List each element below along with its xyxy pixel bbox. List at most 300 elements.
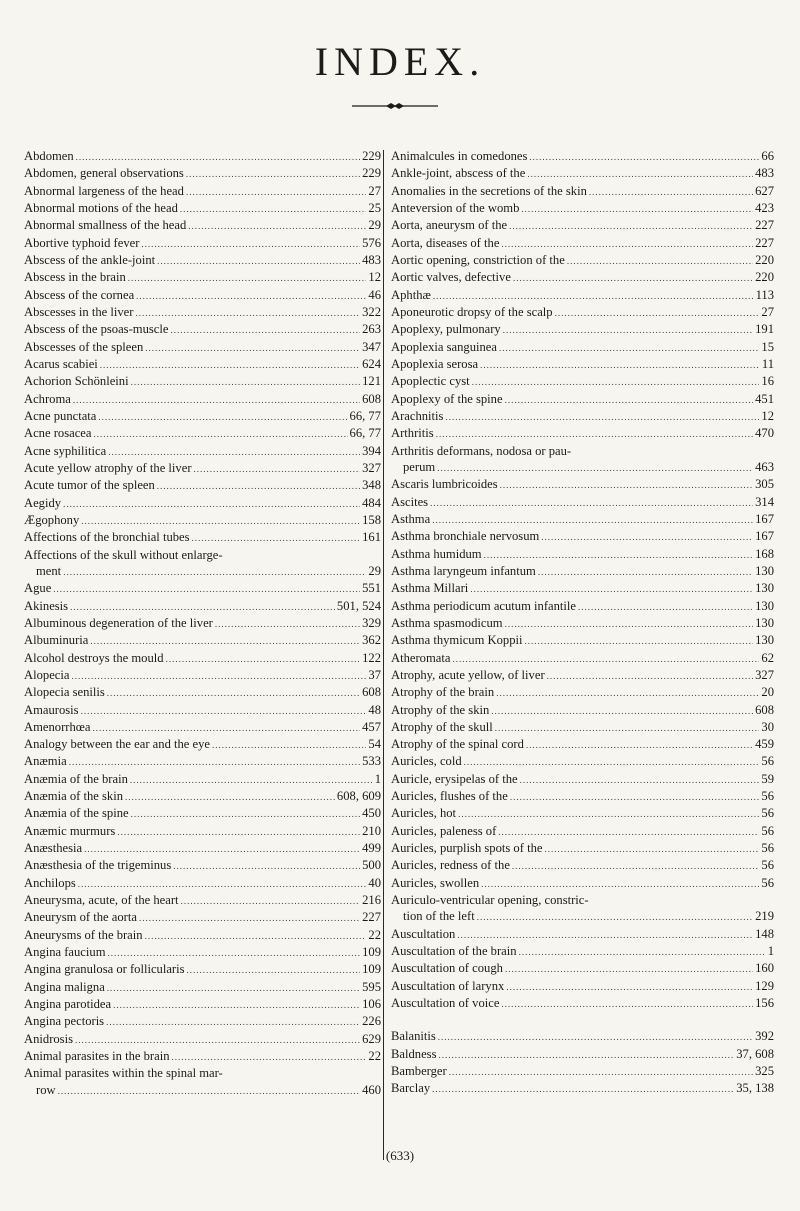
- index-entry-term: Atrophy, acute yellow, of liver: [391, 667, 545, 682]
- dot-leader: [464, 754, 760, 770]
- dot-leader: [93, 426, 347, 442]
- index-entry-term: Auricles, swollen: [391, 875, 480, 890]
- index-entry: [24, 996, 381, 1013]
- index-entry-page: 327: [755, 667, 774, 682]
- index-entry: [391, 165, 774, 182]
- dot-leader: [520, 772, 760, 788]
- index-entry-page: 48: [368, 702, 381, 717]
- dot-leader: [505, 961, 753, 977]
- dot-leader: [491, 703, 753, 719]
- index-entry: [24, 961, 381, 978]
- index-entry: [391, 771, 774, 788]
- index-entry: [24, 684, 381, 701]
- dot-leader: [107, 945, 360, 961]
- index-entry-term: Aneurysm of the aorta: [24, 910, 137, 925]
- index-entry-page: 168: [755, 546, 774, 561]
- index-entry-term: Asthma periodicum acutum infantile: [391, 598, 577, 613]
- index-entry-page: 460: [362, 1082, 381, 1097]
- dot-leader: [526, 737, 753, 753]
- index-entry-page: 66, 77: [349, 408, 381, 423]
- index-entry-term: Abscess in the brain: [24, 270, 126, 285]
- dot-leader: [538, 564, 753, 580]
- index-entry: [24, 391, 381, 408]
- index-entry: [391, 995, 774, 1012]
- index-entry: [24, 580, 381, 597]
- dot-leader: [107, 980, 360, 996]
- index-entry-page: 27: [368, 183, 381, 198]
- index-entry-term: Affections of the skull without enlarge-: [24, 547, 223, 562]
- index-entry: [24, 753, 381, 770]
- index-entry-page: 113: [755, 287, 774, 302]
- index-entry-term: Ascaris lumbricoides: [391, 477, 498, 492]
- index-entry-page: 627: [755, 183, 774, 198]
- index-entry-term-continued: perum: [403, 459, 436, 474]
- index-entry-term: Asthma spasmodicum: [391, 615, 503, 630]
- dot-leader: [499, 340, 759, 356]
- index-entry-term: Aphthæ: [391, 287, 431, 302]
- index-entry-page: 220: [755, 270, 774, 285]
- index-entry-page: 20: [761, 685, 774, 700]
- index-column-right: [391, 148, 774, 1098]
- index-entry: [391, 615, 774, 632]
- index-entry: [24, 771, 381, 788]
- dot-leader: [157, 478, 360, 494]
- dot-leader: [69, 754, 360, 770]
- index-entry-page: 25: [368, 200, 381, 215]
- dot-leader: [81, 513, 360, 529]
- dot-leader: [98, 409, 347, 425]
- index-entry-term: Balanitis: [391, 1029, 436, 1044]
- index-entry-page: 122: [362, 650, 381, 665]
- index-entry: [24, 373, 381, 390]
- index-entry: [391, 667, 774, 684]
- index-entry: [24, 252, 381, 269]
- index-entry-term: Angina granulosa or follicularis: [24, 962, 185, 977]
- index-entry-term: Analogy between the ear and the eye: [24, 737, 211, 752]
- index-entry-page: 62: [761, 650, 774, 665]
- index-entry-term: Abscess of the ankle-joint: [24, 252, 156, 267]
- index-entry-page: 608: [362, 391, 381, 406]
- dot-leader: [212, 737, 366, 753]
- index-entry-term: Aortic opening, constriction of the: [391, 252, 565, 267]
- dot-leader: [63, 496, 360, 512]
- index-entry-page: 305: [755, 477, 774, 492]
- index-entry: [391, 943, 774, 960]
- index-entry: [391, 408, 774, 425]
- dot-leader: [166, 651, 361, 667]
- index-entry: [391, 684, 774, 701]
- index-entry-term: Acne syphilitica: [24, 443, 107, 458]
- index-entry-term: Anæmia of the skin: [24, 789, 123, 804]
- index-entry-term: Arthritis: [391, 426, 434, 441]
- index-entry: [24, 788, 381, 805]
- dot-leader: [81, 703, 367, 719]
- index-entry: [391, 960, 774, 977]
- index-entry: [391, 304, 774, 321]
- index-entry-term: Albuminuria: [24, 633, 89, 648]
- dot-leader: [186, 166, 360, 182]
- index-entry-term: Anæsthesia of the trigeminus: [24, 858, 172, 873]
- index-entry-page: 314: [755, 494, 774, 509]
- index-entry-term: Asthma thymicum Koppii: [391, 633, 523, 648]
- page-number: (633): [385, 1148, 415, 1163]
- index-entry-page: 121: [362, 374, 381, 389]
- index-column-left: [24, 148, 381, 1099]
- index-entry-term: Auscultation of the brain: [391, 944, 517, 959]
- dot-leader: [172, 1049, 367, 1065]
- index-entry-term: Aorta, aneurysm of the: [391, 218, 508, 233]
- index-entry: [391, 373, 774, 390]
- index-entry: [24, 736, 381, 753]
- dot-leader: [125, 789, 335, 805]
- dot-leader: [437, 460, 753, 476]
- dot-leader: [135, 305, 360, 321]
- index-entry: [391, 339, 774, 356]
- index-entry-term: Amaurosis: [24, 702, 79, 717]
- dot-leader: [139, 910, 360, 926]
- index-entry: [391, 650, 774, 667]
- index-entry-page: 500: [362, 858, 381, 873]
- dot-leader: [130, 772, 373, 788]
- dot-leader: [136, 288, 366, 304]
- index-entry-page: 629: [362, 1031, 381, 1046]
- index-entry-term: Ague: [24, 581, 52, 596]
- index-entry: [24, 443, 381, 460]
- index-entry: [24, 512, 381, 529]
- index-entry: [391, 632, 774, 649]
- index-entry-page: 15: [761, 339, 774, 354]
- index-entry-term: Abnormal motions of the head: [24, 200, 178, 215]
- dot-leader: [73, 392, 360, 408]
- index-entry-term: Auscultation: [391, 926, 456, 941]
- index-entry-term: Anæmia of the spine: [24, 806, 129, 821]
- dot-leader: [181, 893, 361, 909]
- dot-leader: [76, 149, 360, 165]
- index-entry-term: Akinesis: [24, 598, 69, 613]
- dot-leader: [513, 270, 753, 286]
- index-entry-page: 457: [362, 719, 381, 734]
- index-entry-term: Apoplexia serosa: [391, 356, 479, 371]
- dot-leader: [92, 720, 360, 736]
- index-entry: [391, 805, 774, 822]
- index-entry: [24, 287, 381, 304]
- index-entry-term: Abortive typhoid fever: [24, 235, 140, 250]
- index-entry-term-continued: tion of the left: [403, 909, 475, 924]
- index-entry-term: Affections of the bronchial tubes: [24, 530, 190, 545]
- index-entry-page: 37: [368, 667, 381, 682]
- index-entry-term: Abnormal smallness of the head: [24, 218, 187, 233]
- index-entry: [391, 736, 774, 753]
- index-entry-term: Asthma: [391, 511, 431, 526]
- index-entry-term: Ægophony: [24, 512, 80, 527]
- index-entry: [391, 1080, 774, 1097]
- dot-leader: [432, 1081, 734, 1097]
- index-entry-page: 470: [755, 426, 774, 441]
- dot-leader: [194, 461, 361, 477]
- index-entry-term: Auscultation of larynx: [391, 978, 505, 993]
- index-entry-page: 329: [362, 615, 381, 630]
- index-entry: [391, 528, 774, 545]
- index-entry: [391, 252, 774, 269]
- dot-leader: [170, 322, 360, 338]
- index-entry: [24, 356, 381, 373]
- index-entry-term: Auricles, purplish spots of the: [391, 841, 543, 856]
- index-entry: [24, 165, 381, 182]
- index-entry-term: Abscess of the cornea: [24, 287, 135, 302]
- index-entry-page: 322: [362, 304, 381, 319]
- dot-leader: [192, 530, 361, 546]
- index-entry-page: 160: [755, 961, 774, 976]
- dot-leader: [480, 357, 760, 373]
- index-entry-term: Auricles, flushes of the: [391, 789, 508, 804]
- index-entry: [24, 495, 381, 512]
- index-entry: [391, 217, 774, 234]
- dot-leader: [525, 633, 754, 649]
- dot-leader: [215, 616, 360, 632]
- index-entry-page: 161: [362, 530, 381, 545]
- index-entry: [391, 494, 774, 511]
- index-entry: [391, 719, 774, 736]
- index-entry-term: Ankle-joint, abscess of the: [391, 166, 526, 181]
- index-entry: [391, 1063, 774, 1080]
- index-entry-page: 56: [761, 806, 774, 821]
- index-entry-term: Auricle, erysipelas of the: [391, 771, 518, 786]
- index-entry-term: Baldness: [391, 1046, 437, 1061]
- dot-leader: [90, 633, 360, 649]
- index-entry: [24, 477, 381, 494]
- index-entry-page: 66, 77: [349, 426, 381, 441]
- index-entry: [391, 425, 774, 442]
- index-entry: [24, 339, 381, 356]
- dot-leader: [63, 564, 366, 580]
- dot-leader: [501, 996, 753, 1012]
- index-entry-page: 227: [755, 235, 774, 250]
- index-entry-term: Asthma humidum: [391, 546, 482, 561]
- index-entry: [391, 788, 774, 805]
- index-entry-page: 327: [362, 460, 381, 475]
- index-entry-page: 220: [755, 252, 774, 267]
- index-entry: [391, 391, 774, 408]
- dot-leader: [106, 1014, 360, 1030]
- index-entry-page: 129: [755, 978, 774, 993]
- index-entry: [391, 235, 774, 252]
- index-entry-page: 210: [362, 823, 381, 838]
- index-entry-page: 227: [755, 218, 774, 233]
- dot-leader: [509, 218, 753, 234]
- dot-leader: [180, 201, 367, 217]
- index-entry-term: Abdomen, general observations: [24, 166, 184, 181]
- index-entry: [24, 632, 381, 649]
- page-title: INDEX.: [314, 39, 486, 84]
- index-entry: [24, 719, 381, 736]
- index-entry-term: Auricles, cold: [391, 754, 462, 769]
- index-entry-term: Angina parotidea: [24, 997, 112, 1012]
- dot-leader: [449, 1064, 753, 1080]
- dot-leader: [484, 547, 754, 563]
- index-entry-term: Achorion Schönleini: [24, 374, 129, 389]
- index-entry-page: 29: [368, 563, 381, 578]
- index-entry-page: 229: [362, 166, 381, 181]
- dot-leader: [458, 806, 759, 822]
- index-entry-term: Ascites: [391, 494, 429, 509]
- index-entry-page: 56: [761, 823, 774, 838]
- dot-leader: [510, 789, 760, 805]
- index-entry-page: 501, 524: [336, 598, 381, 613]
- index-entry-page: 348: [362, 478, 381, 493]
- index-entry-term: Atrophy of the spinal cord: [391, 737, 524, 752]
- dot-leader: [430, 495, 753, 511]
- index-entry-page: 46: [368, 287, 381, 302]
- index-entry-page: 66: [761, 149, 774, 163]
- index-entry-page: 56: [761, 841, 774, 856]
- dot-leader: [512, 858, 760, 874]
- index-entry: [391, 875, 774, 892]
- index-entry-page: 12: [368, 270, 381, 285]
- index-entry-term: Anteversion of the womb: [391, 200, 520, 215]
- index-entry-page: 37, 608: [736, 1046, 774, 1061]
- index-entry-term: Asthma laryngeum infantum: [391, 563, 536, 578]
- index-entry-term: Apoplexy, pulmonary: [391, 322, 501, 337]
- index-entry-term: Auscultation of cough: [391, 961, 503, 976]
- index-entry-page: 219: [755, 909, 774, 924]
- index-entry: [24, 702, 381, 719]
- index-entry-term: Anæsthesia: [24, 841, 83, 856]
- index-entry-term: Auscultation of voice: [391, 996, 500, 1011]
- index-entry: [24, 183, 381, 200]
- index-entry-term: Amenorrhœa: [24, 719, 91, 734]
- dot-leader: [503, 322, 753, 338]
- index-entry-page: 227: [362, 910, 381, 925]
- dot-leader: [108, 444, 360, 460]
- index-entry-page: 463: [755, 459, 774, 474]
- index-entry: [24, 1013, 381, 1030]
- dot-leader: [544, 841, 759, 857]
- index-entry: [391, 926, 774, 943]
- index-entry: [24, 563, 381, 580]
- index-entry-page: 16: [761, 374, 774, 389]
- index-entry-page: 167: [755, 511, 774, 526]
- index-entry-term: Asthma bronchiale nervosum: [391, 529, 540, 544]
- index-entry-page: 325: [755, 1064, 774, 1079]
- index-entry-term: Abscess of the psoas-muscle: [24, 322, 169, 337]
- index-entry: [24, 321, 381, 338]
- index-entry-page: 484: [362, 495, 381, 510]
- index-entry-page: 347: [362, 339, 381, 354]
- index-entry: [24, 823, 381, 840]
- index-entry-term: Animal parasites within the spinal mar-: [24, 1066, 223, 1081]
- index-entry-page: 362: [362, 633, 381, 648]
- index-entry: [391, 511, 774, 528]
- index-entry-page: 29: [368, 218, 381, 233]
- index-entry: [391, 321, 774, 338]
- index-entry-term: Apoplexia sanguinea: [391, 339, 497, 354]
- dot-leader: [107, 685, 360, 701]
- index-entry-term: Abnormal largeness of the head: [24, 183, 184, 198]
- dot-leader: [578, 599, 753, 615]
- dot-leader: [477, 909, 753, 925]
- dot-leader: [131, 374, 361, 390]
- index-entry: [391, 1028, 774, 1045]
- index-entry: [391, 598, 774, 615]
- index-entry: [391, 287, 774, 304]
- dot-leader: [555, 305, 760, 321]
- index-entry: [24, 148, 381, 165]
- dot-leader: [481, 876, 759, 892]
- index-entry-page: 423: [755, 200, 774, 215]
- dot-leader: [547, 668, 753, 684]
- index-entry-page: 30: [761, 719, 774, 734]
- index-entry-page: 54: [368, 737, 381, 752]
- index-entry: [391, 908, 774, 925]
- index-entry: [24, 200, 381, 217]
- index-entry-term: Acne punctata: [24, 408, 97, 423]
- index-entry: [24, 909, 381, 926]
- dot-leader: [71, 668, 366, 684]
- index-entry-term: Abscesses in the liver: [24, 304, 134, 319]
- index-entry-page: 576: [362, 235, 381, 250]
- index-entry-term: Aorta, diseases of the: [391, 235, 500, 250]
- index-entry: [24, 979, 381, 996]
- index-entry-page: 229: [362, 149, 381, 163]
- index-entry-term: Aortic valves, defective: [391, 270, 511, 285]
- index-entry-term: Apoplectic cyst: [391, 374, 470, 389]
- dot-leader: [78, 876, 367, 892]
- dot-leader: [145, 928, 367, 944]
- index-entry-term: Acute tumor of the spleen: [24, 478, 155, 493]
- index-entry-term-continued: ment: [36, 563, 62, 578]
- index-entry-page: 12: [761, 408, 774, 423]
- index-entry: [24, 1048, 381, 1065]
- index-entry-term: Aneurysma, acute, of the heart: [24, 893, 179, 908]
- index-entry-page: 109: [362, 962, 381, 977]
- index-entry: [24, 529, 381, 546]
- dot-leader: [519, 944, 766, 960]
- index-entry-page: 158: [362, 512, 381, 527]
- dot-leader: [173, 858, 360, 874]
- index-entry-page: 130: [755, 563, 774, 578]
- index-entry-term: Bamberger: [391, 1064, 447, 1079]
- index-entry: [391, 823, 774, 840]
- index-entry-term: Aneurysms of the brain: [24, 927, 143, 942]
- dot-leader: [541, 529, 753, 545]
- index-entry-page: 226: [362, 1014, 381, 1029]
- dot-leader: [432, 512, 753, 528]
- index-entry: [24, 615, 381, 632]
- index-entry-page: 459: [755, 737, 774, 752]
- index-entry: [24, 667, 381, 684]
- dot-leader: [131, 806, 361, 822]
- index-entry-page: 624: [362, 356, 381, 371]
- index-entry-term: Acne rosacea: [24, 426, 92, 441]
- index-entry: [391, 563, 774, 580]
- index-entry-page: 1: [767, 944, 774, 959]
- dot-leader: [117, 824, 360, 840]
- index-entry-term: Apoplexy of the spine: [391, 391, 503, 406]
- dot-leader: [84, 841, 360, 857]
- index-entry-page: 167: [755, 529, 774, 544]
- index-entry-term-continued: row: [36, 1082, 56, 1097]
- index-entry-term: Angina pectoris: [24, 1014, 105, 1029]
- index-entry: [391, 476, 774, 493]
- index-entry-term: Auriculo-ventricular opening, constric-: [391, 893, 589, 908]
- index-entry-page: 608: [755, 702, 774, 717]
- index-entry-page: 156: [755, 996, 774, 1011]
- index-entry-page: 263: [362, 322, 381, 337]
- index-entry-term: Animal parasites in the brain: [24, 1049, 170, 1064]
- dot-leader: [506, 979, 753, 995]
- index-entry-page: 394: [362, 443, 381, 458]
- index-entry: [391, 702, 774, 719]
